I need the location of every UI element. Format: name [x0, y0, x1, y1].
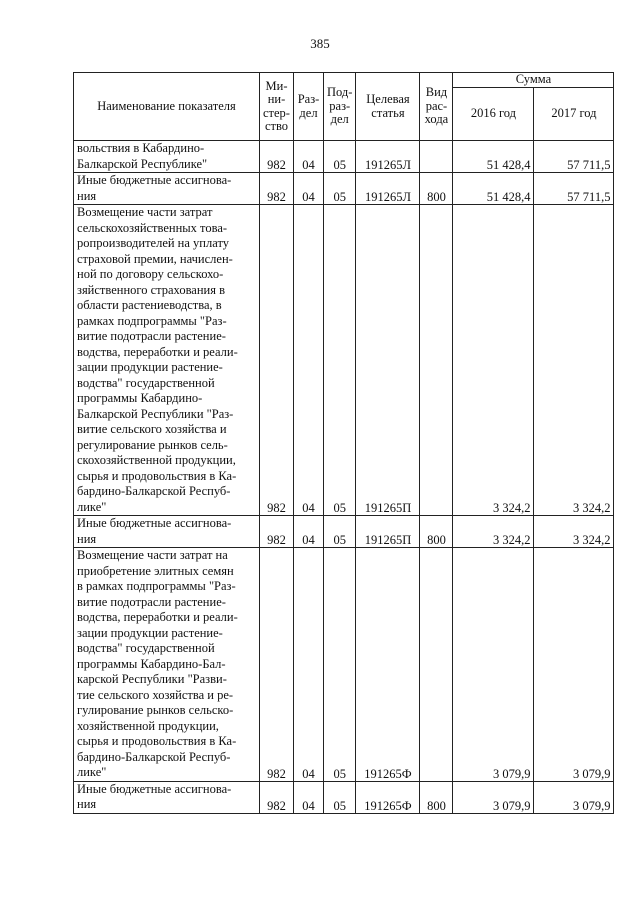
indicator-name-line: гулирование рынков сельско-: [77, 703, 234, 717]
sum-2017: 57 711,5: [534, 173, 614, 205]
header-line: стер-: [263, 105, 290, 120]
subsection-code: 05: [324, 781, 356, 813]
indicator-name-line: витие подотрасли растение-: [77, 594, 226, 609]
indicator-name-line: Балкарской Республике": [77, 156, 208, 171]
section-code: 04: [294, 205, 324, 516]
sum-2016: 51 428,4: [453, 173, 534, 205]
header-line: статья: [371, 105, 405, 120]
indicator-name-line: ния: [77, 188, 97, 203]
indicator-name: [74, 781, 260, 813]
indicator-name-line: лике": [77, 765, 107, 779]
indicator-name-line: зации продукции растение-: [77, 625, 223, 640]
header-line: раз-: [329, 98, 351, 113]
indicator-name-line: ния: [77, 797, 97, 811]
header-year-2017: 2017 год: [534, 88, 614, 141]
indicator-name-line: Иные бюджетные ассигнова-: [77, 781, 232, 796]
target-article: 191265Ф: [356, 548, 420, 782]
indicator-name-line: Иные бюджетные ассигнова-: [77, 173, 232, 187]
sum-2016: 3 324,2: [453, 205, 534, 516]
indicator-name-line: рамках подпрограммы "Раз-: [77, 313, 227, 328]
sum-2016: 51 428,4: [453, 141, 534, 173]
indicator-name: [74, 141, 260, 173]
indicator-name: [74, 548, 260, 782]
ministry-code: 982: [260, 548, 294, 782]
budget-table: [73, 72, 614, 814]
target-article: 191265П: [356, 516, 420, 548]
table-row: [74, 781, 614, 813]
indicator-name-line: витие подотрасли растение-: [77, 329, 226, 343]
indicator-name-line: бардино-Балкарской Респуб-: [77, 484, 231, 498]
table-row: [74, 548, 614, 782]
indicator-name-line: в рамках подпрограммы "Раз-: [77, 579, 236, 593]
sum-2016: 3 324,2: [453, 516, 534, 548]
indicator-name-line: ной по договору сельскохо-: [77, 267, 224, 281]
section-code: 04: [294, 781, 324, 813]
ministry-code: 982: [260, 205, 294, 516]
header-line: Целевая: [366, 92, 410, 106]
indicator-name: [74, 205, 260, 516]
header-ministry: [260, 73, 294, 141]
target-article: 191265П: [356, 205, 420, 516]
section-code: 04: [294, 548, 324, 782]
indicator-name-line: ния: [77, 531, 97, 546]
indicator-name-line: тие сельского хозяйства и ре-: [77, 687, 234, 702]
ministry-code: 982: [260, 173, 294, 205]
expense-type: [420, 205, 453, 516]
expense-type: [420, 141, 453, 173]
header-name: Наименование показателя: [74, 73, 260, 141]
expense-type: 800: [420, 781, 453, 813]
target-article: 191265Л: [356, 141, 420, 173]
indicator-name-line: регулирование рынков сель-: [77, 437, 228, 452]
indicator-name-line: скохозяйственной продукции,: [77, 453, 236, 467]
header-line: Ми-: [265, 78, 288, 93]
indicator-name-line: программы Кабардино-Бал-: [77, 656, 226, 671]
header-expense: [420, 73, 453, 141]
indicator-name-line: Балкарской Республики "Раз-: [77, 406, 234, 421]
indicator-name-line: вольствия в Кабардино-: [77, 141, 205, 155]
indicator-name-line: Возмещение части затрат на: [77, 548, 228, 562]
header-line: Под-: [327, 85, 353, 100]
subsection-code: 05: [324, 516, 356, 548]
expense-type: 800: [420, 516, 453, 548]
section-code: 04: [294, 173, 324, 205]
indicator-name-line: водства, переработки и реали-: [77, 344, 238, 359]
indicator-name-line: витие сельского хозяйства и: [77, 422, 227, 436]
header-line: Раз-: [297, 92, 320, 106]
ministry-code: 982: [260, 516, 294, 548]
table-row: [74, 516, 614, 548]
header-section: [294, 73, 324, 141]
expense-type: 800: [420, 173, 453, 205]
section-code: 04: [294, 516, 324, 548]
header-sum: Сумма: [453, 73, 614, 88]
header-line: дел: [330, 112, 349, 127]
indicator-name-line: зяйственного страхования в: [77, 282, 226, 297]
table-body: [74, 141, 614, 814]
header-line: ни-: [267, 92, 286, 106]
ministry-code: 982: [260, 141, 294, 173]
ministry-code: 982: [260, 781, 294, 813]
indicator-name-line: страховой премии, начислен-: [77, 251, 233, 266]
sum-2017: 3 324,2: [534, 516, 614, 548]
section-code: 04: [294, 141, 324, 173]
indicator-name-line: Возмещение части затрат: [77, 205, 213, 219]
sum-2016: 3 079,9: [453, 548, 534, 782]
target-article: 191265Ф: [356, 781, 420, 813]
table-row: [74, 205, 614, 516]
indicator-name-line: ропроизводителей на уплату: [77, 236, 229, 250]
header-line: ство: [264, 119, 289, 133]
header-subsection: [324, 73, 356, 141]
indicator-name: [74, 516, 260, 548]
indicator-name-line: сырья и продовольствия в Ка-: [77, 734, 237, 748]
expense-type: [420, 548, 453, 782]
subsection-code: 05: [324, 548, 356, 782]
target-article: 191265Л: [356, 173, 420, 205]
indicator-name-line: сырья и продовольствия в Ка-: [77, 468, 237, 483]
sum-2017: 57 711,5: [534, 141, 614, 173]
header-line: рас-: [425, 98, 448, 113]
subsection-code: 05: [324, 173, 356, 205]
indicator-name-line: бардино-Балкарской Респуб-: [77, 749, 231, 764]
header-line: Вид: [425, 85, 448, 100]
sum-2017: 3 079,9: [534, 548, 614, 782]
indicator-name-line: хозяйственной продукции,: [77, 718, 219, 733]
indicator-name-line: водства, переработки и реали-: [77, 610, 238, 624]
indicator-name-line: водства" государственной: [77, 375, 215, 390]
indicator-name-line: лике": [77, 499, 107, 514]
header-target: [356, 73, 420, 141]
indicator-name: [74, 173, 260, 205]
indicator-name-line: зации продукции растение-: [77, 360, 223, 374]
header-line: дел: [299, 105, 318, 120]
indicator-name-line: водства" государственной: [77, 641, 215, 655]
indicator-name-line: сельскохозяйственных това-: [77, 220, 228, 235]
header-year-2016: 2016 год: [453, 88, 534, 141]
indicator-name-line: Иные бюджетные ассигнова-: [77, 516, 232, 530]
indicator-name-line: программы Кабардино-: [77, 391, 203, 405]
page-number: 385: [310, 36, 330, 51]
table-row: [74, 141, 614, 173]
sum-2017: 3 079,9: [534, 781, 614, 813]
table-row: [74, 173, 614, 205]
sum-2017: 3 324,2: [534, 205, 614, 516]
indicator-name-line: приобретение элитных семян: [77, 563, 234, 578]
indicator-name-line: карской Республики "Разви-: [77, 672, 227, 686]
indicator-name-line: области растениеводства, в: [77, 298, 222, 312]
header-line: хода: [424, 112, 449, 127]
sum-2016: 3 079,9: [453, 781, 534, 813]
subsection-code: 05: [324, 205, 356, 516]
subsection-code: 05: [324, 141, 356, 173]
